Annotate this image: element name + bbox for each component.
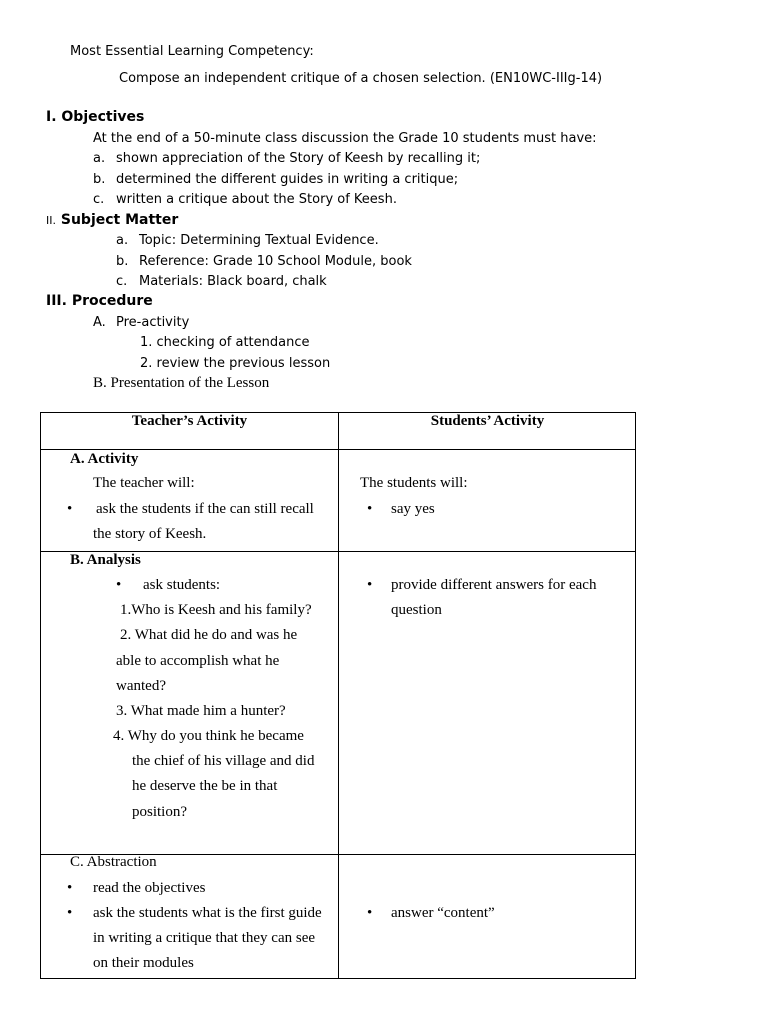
- subject-c-text: Materials: Black board, chalk: [139, 274, 327, 289]
- bullet-icon: •: [67, 905, 73, 921]
- objective-b-text: determined the different guides in writing a critique;: [116, 172, 459, 187]
- analysis-question-4-line2: the chief of his village and did: [132, 753, 315, 769]
- presentation-heading: B. Presentation of the Lesson: [93, 375, 270, 391]
- activity-teacher-item-line1: ask the students if the can still recall: [96, 501, 314, 517]
- analysis-question-4-line4: position?: [132, 804, 187, 820]
- bullet-icon: •: [367, 577, 373, 593]
- analysis-teacher-item: ask students:: [143, 577, 221, 593]
- subject-b-marker: b.: [116, 254, 129, 269]
- analysis-label: B. Analysis: [70, 552, 141, 568]
- bullet-icon: •: [116, 577, 122, 593]
- objective-c-marker: c.: [93, 192, 105, 207]
- analysis-students-item-line1: provide different answers for each: [391, 577, 597, 593]
- bullet-icon: •: [367, 905, 373, 921]
- pre-activity-label: Pre-activity: [116, 315, 190, 330]
- teacher-activity-header: Teacher’s Activity: [131, 413, 248, 429]
- subject-matter-numeral: II.: [46, 214, 56, 227]
- procedure-step-2: 2. review the previous lesson: [140, 356, 331, 371]
- objectives-heading: I. Objectives: [46, 109, 145, 125]
- analysis-question-3: 3. What made him a hunter?: [116, 703, 286, 719]
- subject-matter-heading: [46, 212, 178, 228]
- analysis-students-item-line2: question: [391, 602, 442, 618]
- procedure-step-1: 1. checking of attendance: [140, 335, 310, 350]
- objective-b-marker: b.: [93, 172, 106, 187]
- objective-c-text: written a critique about the Story of Keesh.: [116, 192, 397, 207]
- procedure-heading: III. Procedure: [46, 293, 153, 309]
- analysis-question-4-line3: he deserve the be in that: [132, 778, 278, 794]
- subject-c-marker: c.: [116, 274, 128, 289]
- objective-a-marker: a.: [93, 151, 106, 166]
- analysis-question-2-line2: able to accomplish what he: [116, 653, 280, 669]
- subject-a-text: Topic: Determining Textual Evidence.: [139, 233, 379, 248]
- objectives-intro: At the end of a 50-minute class discussion the Grade 10 students must have:: [93, 131, 597, 146]
- subject-a-marker: a.: [116, 233, 129, 248]
- abstraction-teacher-item-2-line2: in writing a critique that they can see: [93, 930, 316, 946]
- activity-teacher-item-line2: the story of Keesh.: [93, 526, 207, 542]
- analysis-question-1: 1.Who is Keesh and his family?: [120, 602, 312, 618]
- column-divider: [338, 413, 339, 978]
- abstraction-teacher-item-2-line3: on their modules: [93, 955, 194, 971]
- abstraction-teacher-item-1: read the objectives: [93, 880, 206, 896]
- bullet-icon: •: [67, 880, 73, 896]
- analysis-question-4-line1: 4. Why do you think he became: [113, 728, 304, 744]
- subject-matter-title: Subject Matter: [60, 212, 179, 228]
- lesson-table: [40, 412, 636, 979]
- analysis-question-2-line1: 2. What did he do and was he: [120, 627, 298, 643]
- activity-label: A. Activity: [70, 451, 139, 467]
- header-row-divider: [41, 449, 635, 450]
- abstraction-teacher-item-2-line1: ask the students what is the first guide: [93, 905, 322, 921]
- pre-activity-marker: A.: [93, 315, 106, 330]
- bullet-icon: •: [67, 501, 73, 517]
- objective-a-text: shown appreciation of the Story of Keesh by recalling it;: [116, 151, 481, 166]
- bullet-icon: •: [367, 501, 373, 517]
- abstraction-label: C. Abstraction: [70, 854, 157, 870]
- competency-label: Most Essential Learning Competency:: [70, 44, 314, 59]
- activity-students-item: say yes: [391, 501, 435, 517]
- activity-teacher-intro: The teacher will:: [93, 475, 195, 491]
- students-activity-header: Students’ Activity: [430, 413, 545, 429]
- analysis-question-2-line3: wanted?: [116, 678, 166, 694]
- activity-students-intro: The students will:: [360, 475, 468, 491]
- competency-text: Compose an independent critique of a chosen selection. (EN10WC-IIIg-14): [119, 71, 603, 86]
- subject-b-text: Reference: Grade 10 School Module, book: [139, 254, 412, 269]
- abstraction-students-item: answer “content”: [391, 905, 495, 921]
